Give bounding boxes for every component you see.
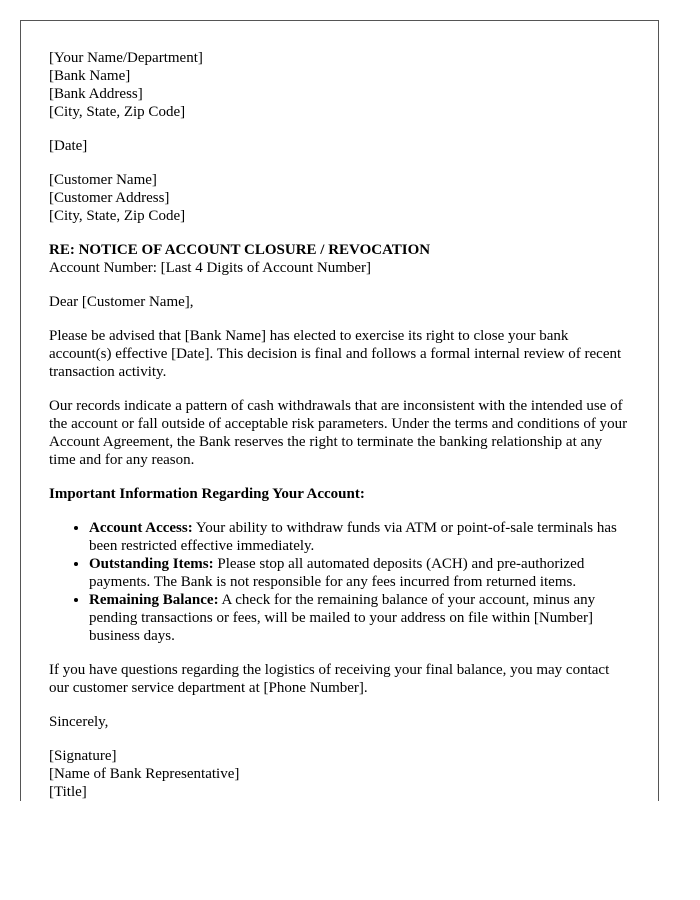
sender-city-state-zip: [City, State, Zip Code] [49,104,186,120]
date-block [49,137,629,155]
recipient-city-state-zip: [City, State, Zip Code] [49,208,186,224]
list-item-label: Outstanding Items: [89,556,214,572]
salutation: Dear [Customer Name], [49,294,194,310]
list-item-label: Account Access: [89,520,193,536]
list-item-text: Your ability to withdraw funds via ATM or point-of-sale terminals has been restricted effective immediately. [89,520,617,554]
body-paragraph-2: Our records indicate a pattern of cash withdrawals that are inconsistent with the intended use of the account or fall outside of acceptable risk parameters. Under the terms and conditions of your Account Agreement, the Bank reserves the right to terminate the banking relationship at any time and for any reason. [49,398,628,468]
subject-block [49,241,629,277]
list-item [89,555,629,591]
letter-date: [Date] [49,138,88,154]
sender-name-department: [Your Name/Department] [49,50,203,66]
representative-title: [Title] [49,784,87,800]
subject-re-line: RE: NOTICE OF ACCOUNT CLOSURE / REVOCATION [49,242,431,258]
recipient-address-block [49,171,629,225]
recipient-customer-address: [Customer Address] [49,190,170,206]
letter-content [49,49,629,801]
subject-account-number: Account Number: [Last 4 Digits of Account Number] [49,260,372,276]
body-paragraph-1: Please be advised that [Bank Name] has elected to exercise its right to close your bank account(s) effective [Date]. This decision is final and follows a formal internal review of recent transaction activity. [49,328,622,380]
list-item [89,591,629,645]
closing: Sincerely, [49,714,109,730]
sender-bank-address: [Bank Address] [49,86,143,102]
representative-name: [Name of Bank Representative] [49,766,240,782]
letter-page [20,20,659,801]
important-list [49,519,629,645]
sender-address-block [49,49,629,121]
recipient-customer-name: [Customer Name] [49,172,157,188]
sender-bank-name: [Bank Name] [49,68,131,84]
closing-paragraph: If you have questions regarding the logistics of receiving your final balance, you may contact our customer service department at [Phone Number]. [49,662,610,696]
important-heading: Important Information Regarding Your Account: [49,486,365,502]
list-item [89,519,629,555]
list-item-text: Please stop all automated deposits (ACH) and pre-authorized payments. The Bank is not responsible for any fees incurred from returned items. [89,556,585,590]
signature-block [49,747,629,801]
signature: [Signature] [49,748,117,764]
list-item-label: Remaining Balance: [89,592,219,608]
list-item-text: A check for the remaining balance of your account, minus any pending transactions or fees, will be mailed to your address on file within [Number] business days. [89,592,596,644]
